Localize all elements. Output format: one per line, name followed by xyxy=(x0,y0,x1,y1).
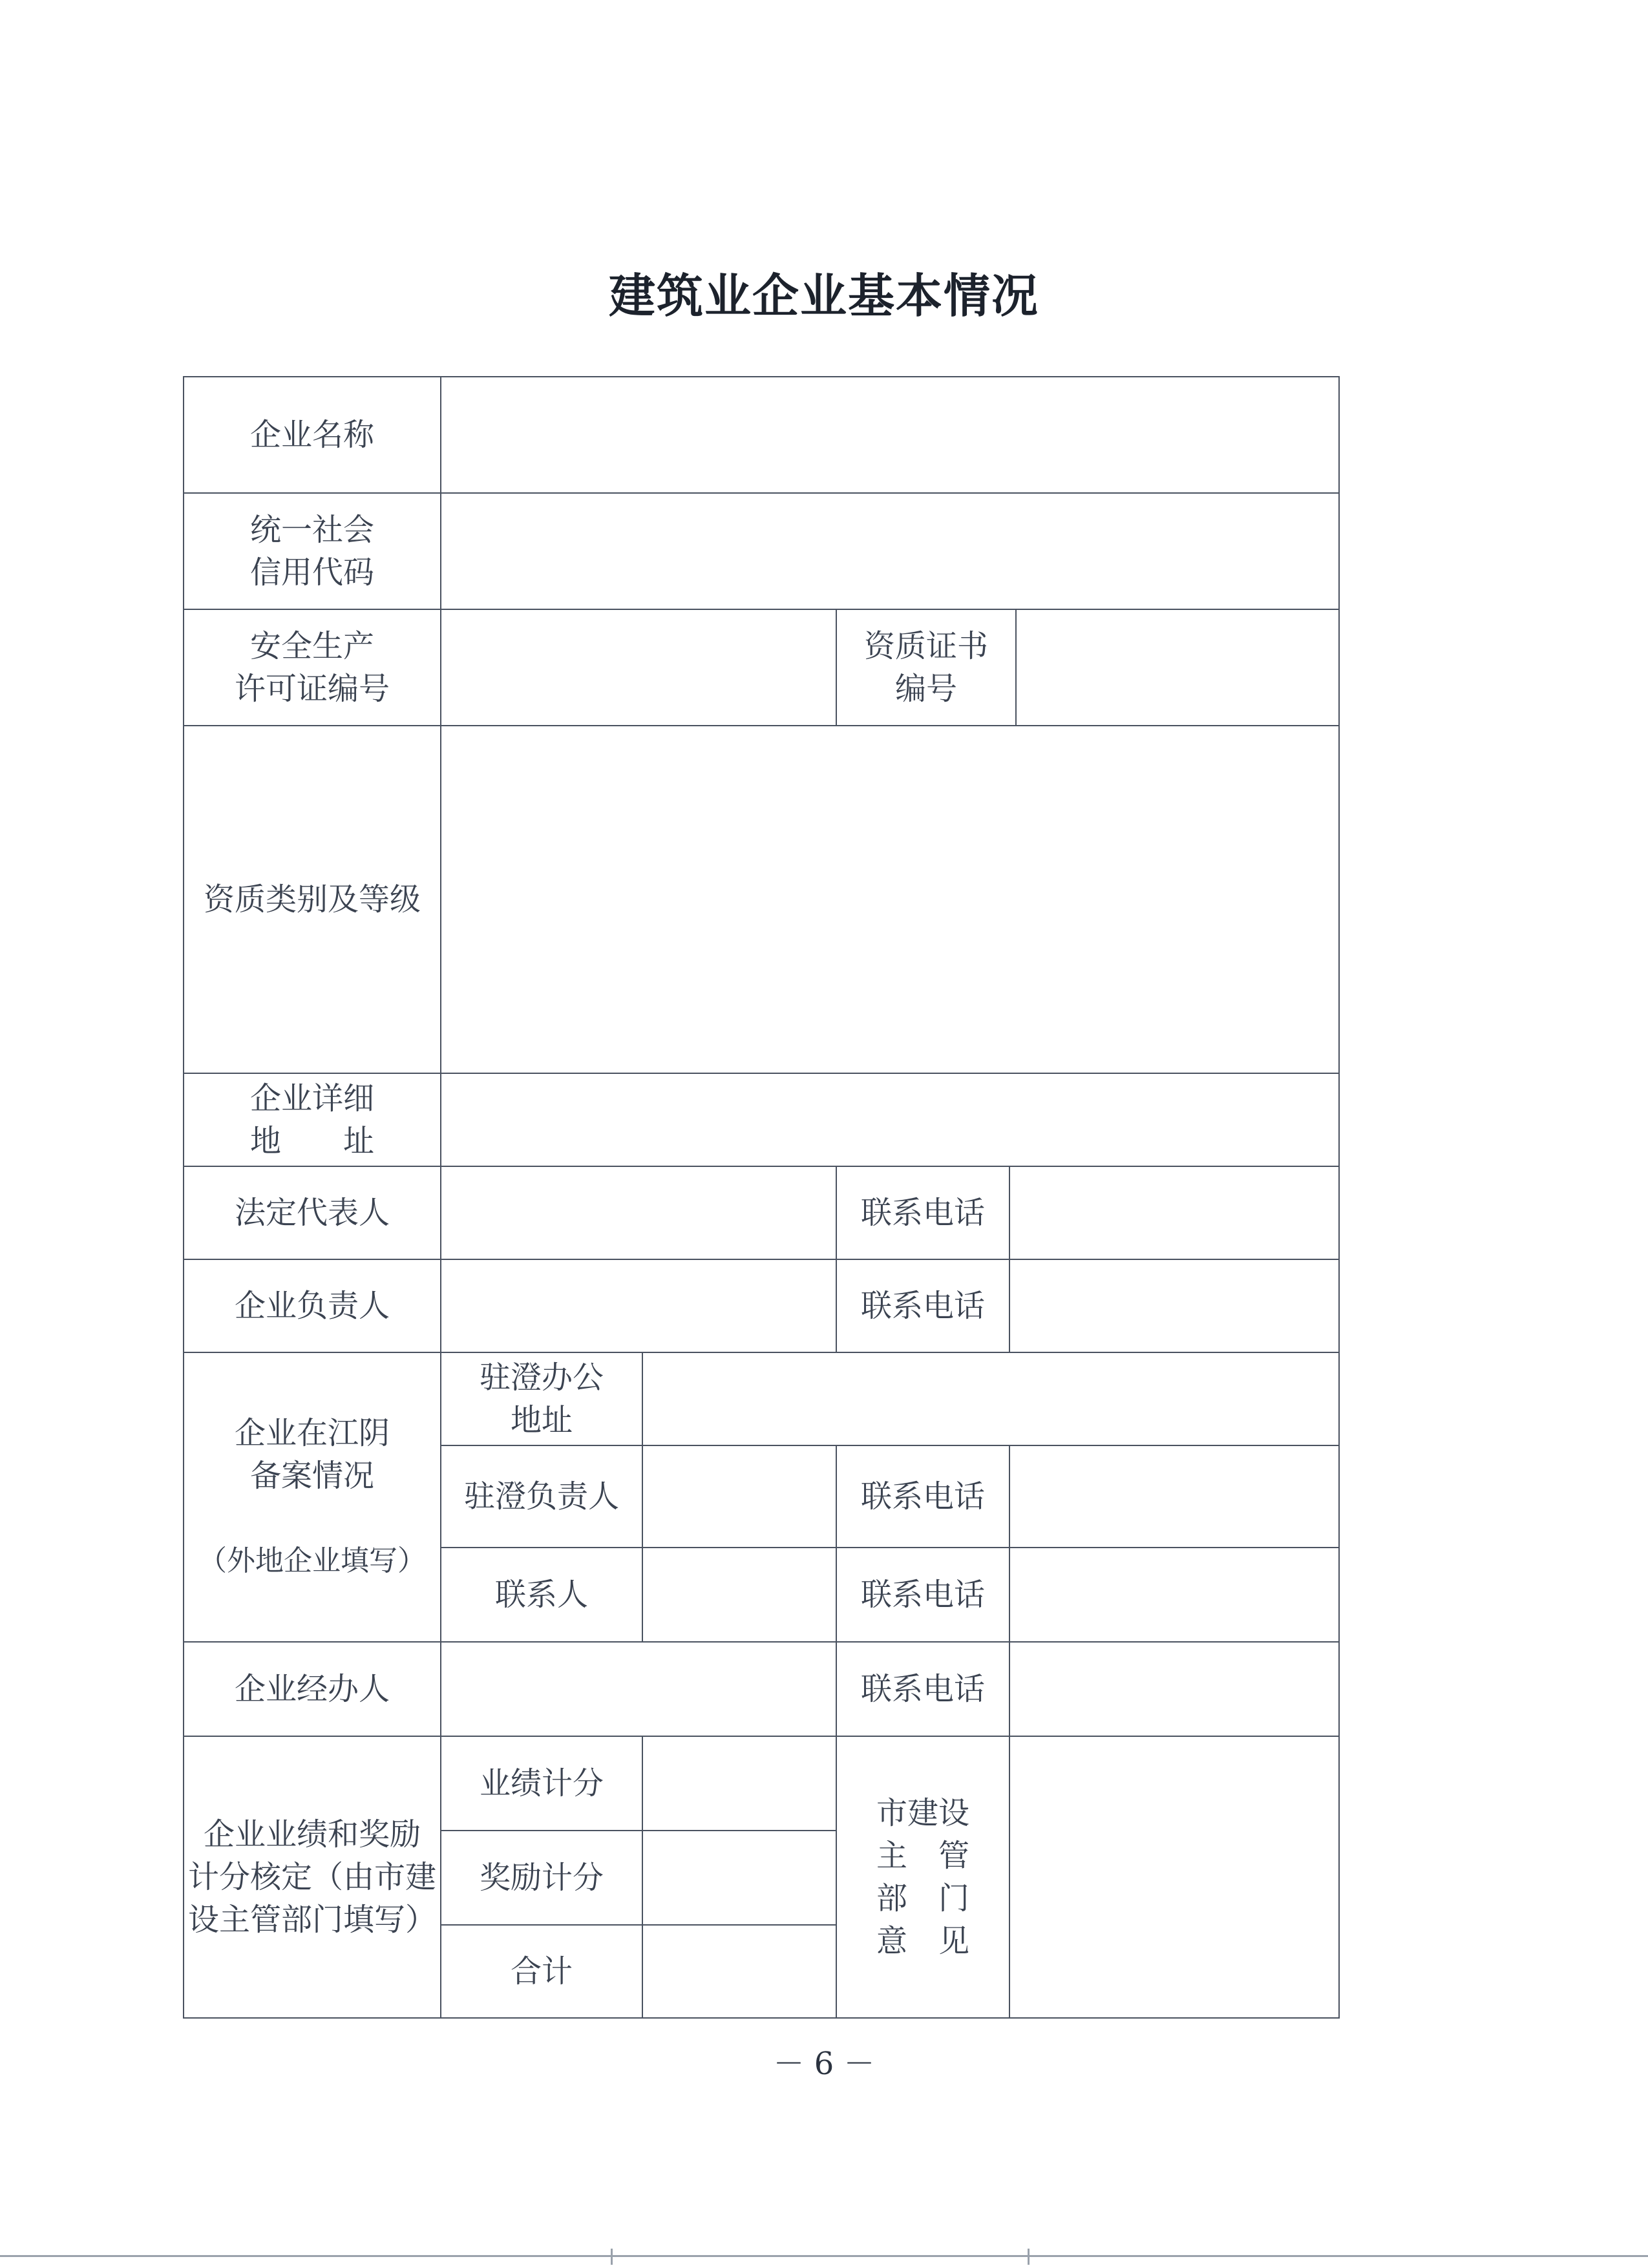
detailed-address-field[interactable] xyxy=(440,1073,1340,1167)
company-agent-label: 企业经办人 xyxy=(183,1641,441,1737)
company-head-label: 企业负责人 xyxy=(183,1259,441,1353)
local-head-label: 驻澄负责人 xyxy=(440,1445,643,1548)
company-agent-phone-label: 联系电话 xyxy=(836,1641,1010,1737)
basic-info-form xyxy=(183,376,1340,2017)
office-address-label: 驻澄办公 地址 xyxy=(440,1352,643,1446)
page-title: 建筑业企业基本情况 xyxy=(608,268,1039,323)
company-name-field[interactable] xyxy=(440,376,1340,494)
contact-person-field[interactable] xyxy=(642,1547,837,1643)
reward-score-label: 奖励计分 xyxy=(440,1830,643,1926)
credit-code-field[interactable] xyxy=(440,492,1340,610)
safety-license-label: 安全生产 许可证编号 xyxy=(183,609,441,726)
company-agent-field[interactable] xyxy=(440,1641,837,1737)
jiangyin-filing-title: 企业在江阴 备案情况 xyxy=(234,1415,390,1494)
performance-score-label: 业绩计分 xyxy=(440,1736,643,1831)
performance-score-field[interactable] xyxy=(642,1736,837,1831)
legal-rep-phone-field[interactable] xyxy=(1009,1166,1340,1260)
contact-person-phone-field[interactable] xyxy=(1009,1547,1340,1643)
legal-rep-phone-label: 联系电话 xyxy=(836,1166,1010,1260)
jiangyin-filing-note: （外地企业填写） xyxy=(198,1544,426,1577)
credit-code-label: 统一社会 信用代码 xyxy=(183,492,441,610)
contact-person-phone-label: 联系电话 xyxy=(836,1547,1010,1643)
total-score-label: 合计 xyxy=(440,1924,643,2019)
company-head-phone-label: 联系电话 xyxy=(836,1259,1010,1353)
company-name-label: 企业名称 xyxy=(183,376,441,494)
total-score-field[interactable] xyxy=(642,1924,837,2019)
local-head-field[interactable] xyxy=(642,1445,837,1548)
scan-edge-tick xyxy=(1028,2249,1030,2265)
qualification-category-label: 资质类别及等级 xyxy=(183,725,441,1074)
office-address-field[interactable] xyxy=(642,1352,1340,1446)
qualification-cert-field[interactable] xyxy=(1015,609,1340,726)
company-head-phone-field[interactable] xyxy=(1009,1259,1340,1353)
contact-person-label: 联系人 xyxy=(440,1547,643,1643)
safety-license-field[interactable] xyxy=(440,609,837,726)
reward-score-field[interactable] xyxy=(642,1830,837,1926)
jiangyin-filing-label xyxy=(183,1352,441,1643)
legal-rep-label: 法定代表人 xyxy=(183,1166,441,1260)
scan-edge-rule xyxy=(0,2255,1648,2257)
scan-edge-tick xyxy=(611,2249,613,2265)
qualification-cert-label: 资质证书 编号 xyxy=(836,609,1017,726)
detailed-address-label: 企业详细 地 址 xyxy=(183,1073,441,1167)
local-head-phone-field[interactable] xyxy=(1009,1445,1340,1548)
company-head-field[interactable] xyxy=(440,1259,837,1353)
qualification-category-field[interactable] xyxy=(440,725,1340,1074)
page-number: － 6 － xyxy=(773,2046,875,2082)
local-head-phone-label: 联系电话 xyxy=(836,1445,1010,1548)
authority-opinion-label: 市建设 主 管 部 门 意 见 xyxy=(836,1736,1010,2019)
legal-rep-field[interactable] xyxy=(440,1166,837,1260)
company-agent-phone-field[interactable] xyxy=(1009,1641,1340,1737)
scoring-label: 企业业绩和奖励 计分核定（由市建 设主管部门填写） xyxy=(183,1736,441,2019)
authority-opinion-field[interactable] xyxy=(1009,1736,1340,2019)
